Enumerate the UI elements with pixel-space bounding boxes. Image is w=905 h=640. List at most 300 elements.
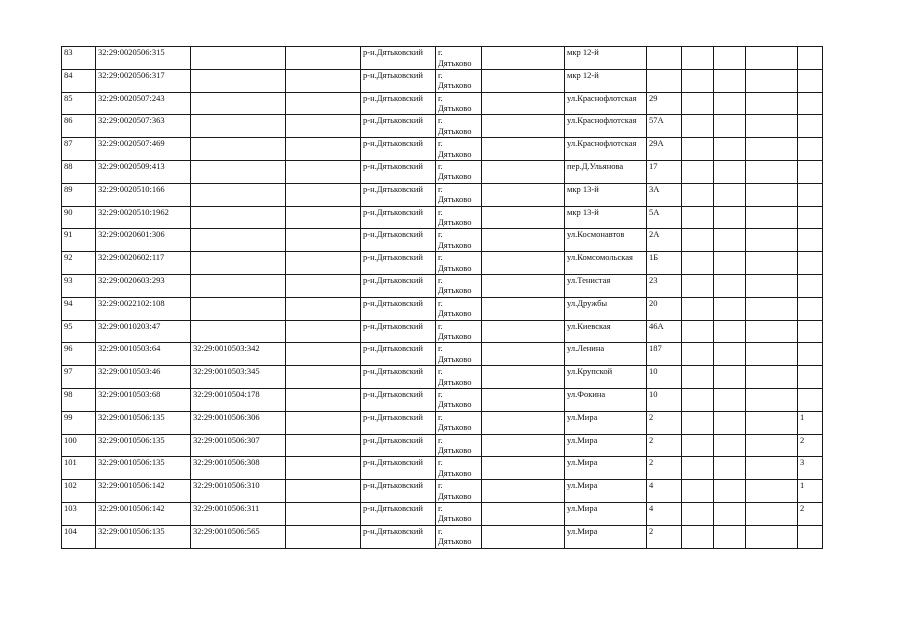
house-number-cell: 4 [647, 480, 682, 503]
street-cell: ул.Крупской [565, 366, 647, 389]
empty-cell [714, 47, 746, 70]
locality-type: г. [438, 160, 443, 171]
related-cadastral-number-cell [191, 274, 286, 297]
empty-cell [746, 502, 798, 525]
empty-cell [682, 525, 714, 548]
locality-cell [436, 229, 482, 252]
cadastral-number-cell: 32:29:0020510:1962 [96, 206, 191, 229]
empty-cell [286, 388, 361, 411]
row-number-cell: 91 [62, 229, 96, 252]
house-number-cell: 29А [647, 138, 682, 161]
empty-cell [714, 206, 746, 229]
row-number-cell: 101 [62, 457, 96, 480]
apartment-number-cell [798, 252, 823, 275]
locality-type: г. [438, 480, 443, 491]
locality-type: г. [438, 411, 443, 422]
empty-cell [286, 434, 361, 457]
table-row [62, 252, 823, 275]
empty-cell [482, 411, 565, 434]
empty-cell [746, 480, 798, 503]
empty-cell [482, 47, 565, 70]
locality-name: Дятьково [438, 490, 472, 501]
house-number-cell: 2 [647, 411, 682, 434]
empty-cell [714, 457, 746, 480]
row-number-cell: 98 [62, 388, 96, 411]
district-cell: р-н.Дятьковский [361, 297, 436, 320]
empty-cell [714, 320, 746, 343]
street-cell: мкр 12-й [565, 47, 647, 70]
empty-cell [482, 274, 565, 297]
apartment-number-cell [798, 229, 823, 252]
locality-cell [436, 388, 482, 411]
house-number-cell: 3А [647, 183, 682, 206]
locality-type: г. [438, 320, 443, 331]
house-number-cell: 4 [647, 502, 682, 525]
empty-cell [482, 229, 565, 252]
empty-cell [286, 47, 361, 70]
empty-cell [682, 183, 714, 206]
house-number-cell [647, 47, 682, 70]
empty-cell [482, 434, 565, 457]
empty-cell [682, 343, 714, 366]
street-cell: мкр 13-й [565, 183, 647, 206]
empty-cell [746, 457, 798, 480]
empty-cell [482, 115, 565, 138]
cadastral-number-cell: 32:29:0010503:68 [96, 388, 191, 411]
table-row [62, 457, 823, 480]
locality-type: г. [438, 69, 443, 80]
empty-cell [286, 366, 361, 389]
street-cell: ул.Краснофлотская [565, 92, 647, 115]
empty-cell [714, 434, 746, 457]
empty-cell [746, 138, 798, 161]
empty-cell [482, 388, 565, 411]
locality-name: Дятьково [438, 536, 472, 547]
district-cell: р-н.Дятьковский [361, 92, 436, 115]
locality-name: Дятьково [438, 171, 472, 182]
row-number-cell: 96 [62, 343, 96, 366]
empty-cell [286, 502, 361, 525]
locality-cell [436, 457, 482, 480]
district-cell: р-н.Дятьковский [361, 320, 436, 343]
empty-cell [682, 457, 714, 480]
apartment-number-cell [798, 366, 823, 389]
empty-cell [746, 92, 798, 115]
cadastral-number-cell: 32:29:0020506:315 [96, 47, 191, 70]
related-cadastral-number-cell: 32:29:0010503:342 [191, 343, 286, 366]
locality-type: г. [438, 502, 443, 513]
empty-cell [286, 457, 361, 480]
locality-cell [436, 502, 482, 525]
empty-cell [746, 229, 798, 252]
table-body [62, 47, 823, 549]
empty-cell [286, 115, 361, 138]
empty-cell [682, 366, 714, 389]
empty-cell [482, 502, 565, 525]
empty-cell [714, 69, 746, 92]
district-cell: р-н.Дятьковский [361, 480, 436, 503]
locality-cell [436, 69, 482, 92]
table-row [62, 366, 823, 389]
empty-cell [714, 274, 746, 297]
street-cell: ул.Мира [565, 434, 647, 457]
street-cell: ул.Мира [565, 457, 647, 480]
locality-name: Дятьково [438, 331, 472, 342]
cadastral-number-cell: 32:29:0020509:413 [96, 160, 191, 183]
cadastral-number-cell: 32:29:0020601:306 [96, 229, 191, 252]
house-number-cell: 10 [647, 388, 682, 411]
cadastral-number-cell: 32:29:0010503:64 [96, 343, 191, 366]
empty-cell [714, 297, 746, 320]
locality-cell [436, 320, 482, 343]
locality-type: г. [438, 183, 443, 194]
street-cell: мкр 12-й [565, 69, 647, 92]
empty-cell [682, 69, 714, 92]
row-number-cell: 84 [62, 69, 96, 92]
locality-cell [436, 480, 482, 503]
street-cell: мкр 13-й [565, 206, 647, 229]
empty-cell [482, 480, 565, 503]
district-cell: р-н.Дятьковский [361, 525, 436, 548]
empty-cell [746, 252, 798, 275]
empty-cell [714, 252, 746, 275]
empty-cell [482, 92, 565, 115]
apartment-number-cell [798, 160, 823, 183]
empty-cell [286, 525, 361, 548]
locality-cell [436, 115, 482, 138]
house-number-cell: 2 [647, 525, 682, 548]
table-row [62, 229, 823, 252]
locality-type: г. [438, 297, 443, 308]
table-row [62, 297, 823, 320]
apartment-number-cell [798, 274, 823, 297]
locality-name: Дятьково [438, 353, 472, 364]
district-cell: р-н.Дятьковский [361, 160, 436, 183]
empty-cell [286, 297, 361, 320]
empty-cell [482, 138, 565, 161]
table-row [62, 274, 823, 297]
empty-cell [286, 343, 361, 366]
apartment-number-cell: 1 [798, 480, 823, 503]
cadastral-number-cell: 32:29:0010506:135 [96, 457, 191, 480]
locality-name: Дятьково [438, 194, 472, 205]
district-cell: р-н.Дятьковский [361, 502, 436, 525]
empty-cell [746, 274, 798, 297]
street-cell: ул.Ленина [565, 343, 647, 366]
locality-type: г. [438, 343, 443, 354]
empty-cell [714, 183, 746, 206]
related-cadastral-number-cell [191, 320, 286, 343]
house-number-cell: 23 [647, 274, 682, 297]
empty-cell [746, 69, 798, 92]
empty-cell [682, 388, 714, 411]
empty-cell [682, 297, 714, 320]
empty-cell [682, 434, 714, 457]
apartment-number-cell: 3 [798, 457, 823, 480]
locality-name: Дятьково [438, 422, 472, 433]
empty-cell [746, 47, 798, 70]
locality-type: г. [438, 115, 443, 126]
street-cell: ул.Тенистая [565, 274, 647, 297]
empty-cell [482, 206, 565, 229]
empty-cell [714, 502, 746, 525]
locality-type: г. [438, 252, 443, 263]
apartment-number-cell [798, 297, 823, 320]
related-cadastral-number-cell [191, 92, 286, 115]
house-number-cell: 1Б [647, 252, 682, 275]
empty-cell [286, 138, 361, 161]
empty-cell [746, 388, 798, 411]
cadastral-number-cell: 32:29:0020507:243 [96, 92, 191, 115]
empty-cell [746, 434, 798, 457]
table-row [62, 388, 823, 411]
related-cadastral-number-cell [191, 138, 286, 161]
locality-type: г. [438, 525, 443, 536]
table-row [62, 92, 823, 115]
apartment-number-cell [798, 92, 823, 115]
street-cell: ул.Киевская [565, 320, 647, 343]
empty-cell [682, 206, 714, 229]
locality-name: Дятьково [438, 217, 472, 228]
related-cadastral-number-cell: 32:29:0010506:565 [191, 525, 286, 548]
table-row [62, 115, 823, 138]
locality-name: Дятьково [438, 148, 472, 159]
locality-type: г. [438, 434, 443, 445]
apartment-number-cell [798, 115, 823, 138]
table-row [62, 320, 823, 343]
related-cadastral-number-cell [191, 229, 286, 252]
district-cell: р-н.Дятьковский [361, 252, 436, 275]
empty-cell [286, 229, 361, 252]
row-number-cell: 87 [62, 138, 96, 161]
cadastral-number-cell: 32:29:0010203:47 [96, 320, 191, 343]
empty-cell [746, 160, 798, 183]
locality-type: г. [438, 206, 443, 217]
empty-cell [286, 160, 361, 183]
locality-cell [436, 411, 482, 434]
empty-cell [746, 297, 798, 320]
locality-name: Дятьково [438, 103, 472, 114]
locality-name: Дятьково [438, 285, 472, 296]
empty-cell [286, 480, 361, 503]
house-number-cell: 2 [647, 434, 682, 457]
district-cell: р-н.Дятьковский [361, 115, 436, 138]
empty-cell [682, 502, 714, 525]
district-cell: р-н.Дятьковский [361, 138, 436, 161]
empty-cell [682, 115, 714, 138]
apartment-number-cell [798, 388, 823, 411]
house-number-cell: 5А [647, 206, 682, 229]
district-cell: р-н.Дятьковский [361, 388, 436, 411]
apartment-number-cell [798, 320, 823, 343]
related-cadastral-number-cell: 32:29:0010506:308 [191, 457, 286, 480]
related-cadastral-number-cell: 32:29:0010504:178 [191, 388, 286, 411]
empty-cell [286, 206, 361, 229]
table-row [62, 502, 823, 525]
district-cell: р-н.Дятьковский [361, 434, 436, 457]
row-number-cell: 89 [62, 183, 96, 206]
row-number-cell: 102 [62, 480, 96, 503]
locality-cell [436, 47, 482, 70]
locality-cell [436, 525, 482, 548]
empty-cell [682, 160, 714, 183]
table-row [62, 183, 823, 206]
empty-cell [714, 480, 746, 503]
related-cadastral-number-cell [191, 252, 286, 275]
empty-cell [746, 206, 798, 229]
table-row [62, 480, 823, 503]
empty-cell [714, 115, 746, 138]
empty-cell [286, 69, 361, 92]
apartment-number-cell [798, 343, 823, 366]
apartment-number-cell [798, 183, 823, 206]
empty-cell [714, 160, 746, 183]
empty-cell [746, 411, 798, 434]
locality-cell [436, 160, 482, 183]
locality-cell [436, 252, 482, 275]
cadastral-number-cell: 32:29:0010506:142 [96, 480, 191, 503]
locality-name: Дятьково [438, 445, 472, 456]
related-cadastral-number-cell [191, 297, 286, 320]
empty-cell [714, 525, 746, 548]
empty-cell [286, 411, 361, 434]
row-number-cell: 92 [62, 252, 96, 275]
empty-cell [286, 92, 361, 115]
locality-type: г. [438, 138, 443, 149]
district-cell: р-н.Дятьковский [361, 274, 436, 297]
street-cell: ул.Краснофлотская [565, 115, 647, 138]
locality-cell [436, 434, 482, 457]
locality-name: Дятьково [438, 467, 472, 478]
table-row [62, 138, 823, 161]
empty-cell [682, 274, 714, 297]
empty-cell [682, 320, 714, 343]
empty-cell [482, 69, 565, 92]
apartment-number-cell: 1 [798, 411, 823, 434]
table-row [62, 343, 823, 366]
empty-cell [482, 160, 565, 183]
empty-cell [746, 320, 798, 343]
related-cadastral-number-cell [191, 183, 286, 206]
empty-cell [682, 480, 714, 503]
empty-cell [714, 138, 746, 161]
empty-cell [682, 92, 714, 115]
locality-name: Дятьково [438, 125, 472, 136]
locality-cell [436, 297, 482, 320]
address-table [61, 46, 823, 549]
house-number-cell: 2 [647, 457, 682, 480]
apartment-number-cell [798, 525, 823, 548]
empty-cell [286, 274, 361, 297]
cadastral-number-cell: 32:29:0010506:135 [96, 434, 191, 457]
empty-cell [482, 525, 565, 548]
street-cell: ул.Мира [565, 480, 647, 503]
district-cell: р-н.Дятьковский [361, 343, 436, 366]
locality-type: г. [438, 366, 443, 377]
empty-cell [482, 297, 565, 320]
cadastral-number-cell: 32:29:0020506:317 [96, 69, 191, 92]
empty-cell [714, 343, 746, 366]
row-number-cell: 83 [62, 47, 96, 70]
related-cadastral-number-cell [191, 115, 286, 138]
locality-name: Дятьково [438, 513, 472, 524]
empty-cell [714, 92, 746, 115]
street-cell: ул.Мира [565, 411, 647, 434]
row-number-cell: 103 [62, 502, 96, 525]
related-cadastral-number-cell: 32:29:0010506:306 [191, 411, 286, 434]
locality-name: Дятьково [438, 308, 472, 319]
cadastral-number-cell: 32:29:0020510:166 [96, 183, 191, 206]
cadastral-number-cell: 32:29:0010506:142 [96, 502, 191, 525]
street-cell: ул.Комсомольская [565, 252, 647, 275]
apartment-number-cell [798, 138, 823, 161]
empty-cell [714, 366, 746, 389]
empty-cell [482, 457, 565, 480]
empty-cell [286, 183, 361, 206]
empty-cell [286, 320, 361, 343]
house-number-cell: 46А [647, 320, 682, 343]
cadastral-number-cell: 32:29:0020507:469 [96, 138, 191, 161]
house-number-cell: 17 [647, 160, 682, 183]
row-number-cell: 97 [62, 366, 96, 389]
empty-cell [682, 229, 714, 252]
empty-cell [682, 47, 714, 70]
cadastral-number-cell: 32:29:0020603:293 [96, 274, 191, 297]
cadastral-number-cell: 32:29:0022102:108 [96, 297, 191, 320]
empty-cell [746, 525, 798, 548]
district-cell: р-н.Дятьковский [361, 183, 436, 206]
street-cell: ул.Дружбы [565, 297, 647, 320]
street-cell: ул.Краснофлотская [565, 138, 647, 161]
street-cell: ул.Мира [565, 502, 647, 525]
street-cell: ул.Мира [565, 525, 647, 548]
district-cell: р-н.Дятьковский [361, 229, 436, 252]
locality-name: Дятьково [438, 399, 472, 410]
street-cell: ул.Фокина [565, 388, 647, 411]
house-number-cell: 10 [647, 366, 682, 389]
related-cadastral-number-cell: 32:29:0010506:307 [191, 434, 286, 457]
related-cadastral-number-cell [191, 69, 286, 92]
locality-cell [436, 92, 482, 115]
locality-type: г. [438, 388, 443, 399]
locality-type: г. [438, 92, 443, 103]
district-cell: р-н.Дятьковский [361, 411, 436, 434]
house-number-cell: 2А [647, 229, 682, 252]
table-row [62, 47, 823, 70]
locality-type: г. [438, 274, 443, 285]
empty-cell [714, 229, 746, 252]
cadastral-number-cell: 32:29:0020507:363 [96, 115, 191, 138]
cadastral-number-cell: 32:29:0010506:135 [96, 525, 191, 548]
related-cadastral-number-cell [191, 47, 286, 70]
empty-cell [482, 343, 565, 366]
street-cell: ул.Космонавтов [565, 229, 647, 252]
cadastral-number-cell: 32:29:0010506:135 [96, 411, 191, 434]
locality-name: Дятьково [438, 262, 472, 273]
apartment-number-cell: 2 [798, 502, 823, 525]
related-cadastral-number-cell: 32:29:0010506:310 [191, 480, 286, 503]
table-row [62, 160, 823, 183]
apartment-number-cell: 2 [798, 434, 823, 457]
locality-cell [436, 183, 482, 206]
row-number-cell: 99 [62, 411, 96, 434]
empty-cell [482, 366, 565, 389]
house-number-cell: 20 [647, 297, 682, 320]
locality-name: Дятьково [438, 239, 472, 250]
table-row [62, 434, 823, 457]
house-number-cell: 57А [647, 115, 682, 138]
related-cadastral-number-cell [191, 160, 286, 183]
